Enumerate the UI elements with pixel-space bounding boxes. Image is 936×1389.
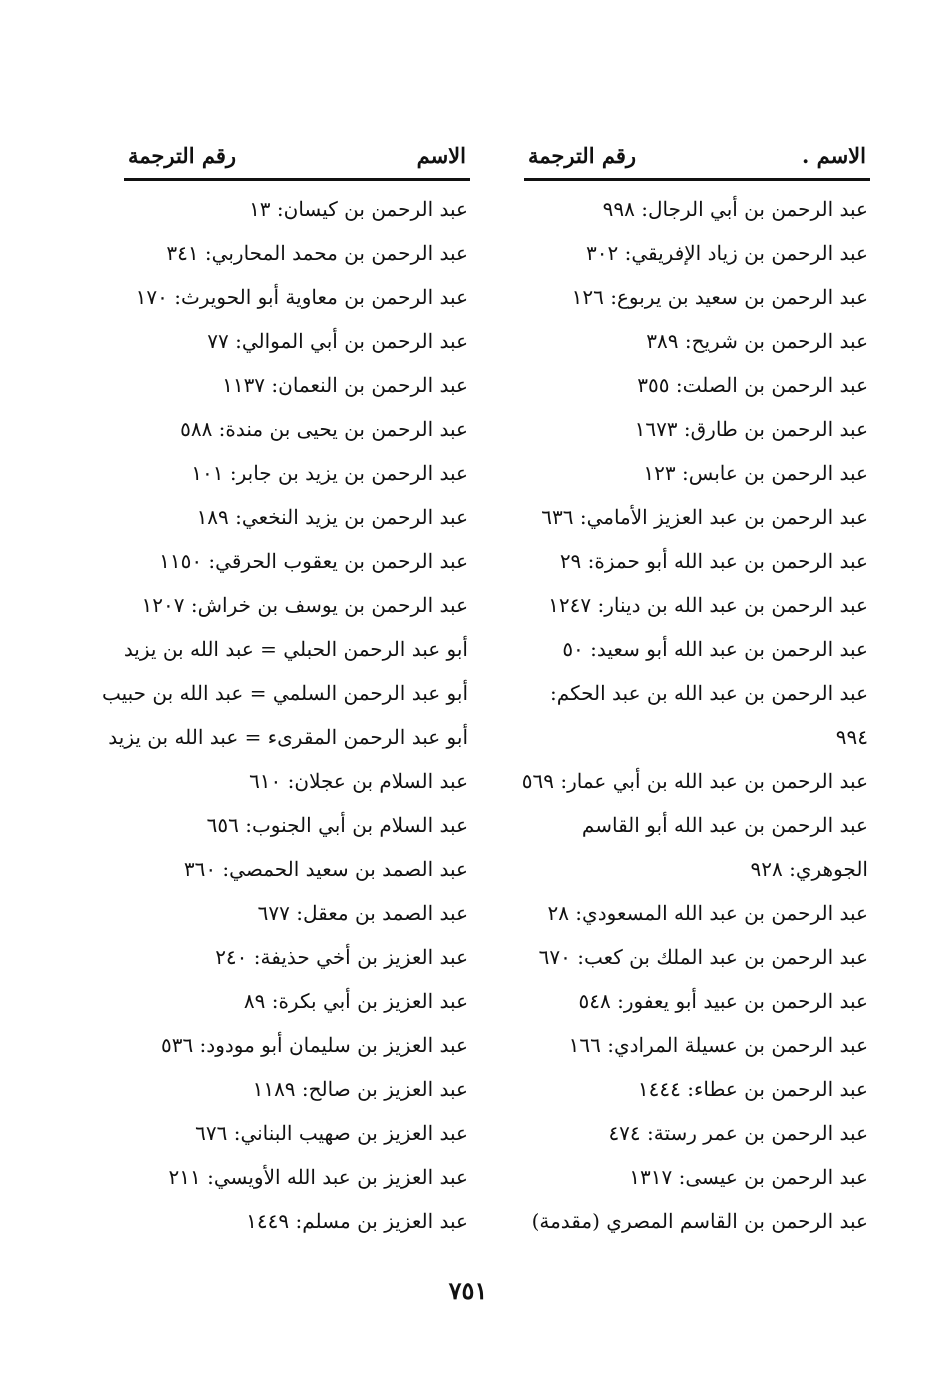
list-item: عبد الرحمن بن يزيد بن جابر: ١٠١ xyxy=(191,461,468,485)
header-rule xyxy=(124,178,470,181)
list-item: عبد العزيز بن صالح: ١١٨٩ xyxy=(252,1077,468,1101)
list-item: عبد الصمد بن سعيد الحمصي: ٣٦٠ xyxy=(183,857,468,881)
list-item: عبد الرحمن بن النعمان: ١١٣٧ xyxy=(222,373,468,397)
entry-list xyxy=(101,187,470,1243)
name-header-label: الاسم . xyxy=(801,143,866,168)
header-rule xyxy=(524,178,870,181)
list-item: عبد الرحمن بن يحيى بن مندة: ٥٨٨ xyxy=(180,417,468,441)
index-column-right xyxy=(521,132,870,1243)
list-item: عبد السلام بن عجلان: ٦١٠ xyxy=(249,769,468,793)
list-item: عبد الرحمن بن عبد الملك بن كعب: ٦٧٠ xyxy=(538,945,868,969)
list-item: عبد الرحمن بن عابس: ١٢٣ xyxy=(643,461,868,485)
list-item: عبد الرحمن بن شريح: ٣٨٩ xyxy=(646,329,868,353)
number-header-label: رقم الترجمة xyxy=(128,143,237,168)
list-item: عبد العزيز بن سليمان أبو مودود: ٥٣٦ xyxy=(160,1033,468,1057)
list-item: عبد الرحمن بن عبد الله أبو القاسم الجوهري: ٩٢٨ xyxy=(581,813,868,881)
page-number: ٧٥١ xyxy=(448,1276,488,1305)
list-item: عبد العزيز بن عبد الله الأويسي: ٢١١ xyxy=(168,1165,468,1189)
list-item: عبد الرحمن بن الصلت: ٣٥٥ xyxy=(637,373,868,397)
list-item: عبد الرحمن بن أبي الرجال: ٩٩٨ xyxy=(602,197,868,221)
list-item: عبد العزيز بن أبي بكرة: ٨٩ xyxy=(243,989,468,1013)
list-item: عبد الرحمن بن يزيد النخعي: ١٨٩ xyxy=(196,505,468,529)
list-item: عبد الرحمن بن عبد الله أبو حمزة: ٢٩ xyxy=(559,549,868,573)
list-item: عبد الصمد بن معقل: ٦٧٧ xyxy=(257,901,468,925)
list-item: عبد الرحمن بن أبي الموالي: ٧٧ xyxy=(207,329,468,353)
list-item: عبد الرحمن بن عبد الله بن أبي عمار: ٥٦٩ xyxy=(521,769,868,793)
list-item: عبد الرحمن بن عبد الله بن دينار: ١٢٤٧ xyxy=(548,593,868,617)
list-item: عبد الرحمن بن عبد الله أبو سعيد: ٥٠ xyxy=(562,637,868,661)
name-header-label: الاسم xyxy=(416,143,466,168)
list-item: عبد الرحمن بن محمد المحاربي: ٣٤١ xyxy=(166,241,468,265)
list-item: عبد الرحمن بن عبيد أبو يعفور: ٥٤٨ xyxy=(578,989,868,1013)
list-item: عبد العزيز بن أخي حذيفة: ٢٤٠ xyxy=(215,945,468,969)
list-item: عبد الرحمن بن عيسى: ١٣١٧ xyxy=(629,1165,868,1189)
column-header xyxy=(524,132,870,168)
list-item: عبد الرحمن بن القاسم المصري (مقدمة) xyxy=(531,1209,868,1233)
list-item: عبد الرحمن بن عبد العزيز الأمامي: ٦٣٦ xyxy=(541,505,868,529)
list-item: عبد العزيز بن مسلم: ١٤٤٩ xyxy=(246,1209,468,1233)
list-item: عبد الرحمن بن زياد الإفريقي: ٣٠٢ xyxy=(586,241,868,265)
list-item: عبد الرحمن بن كيسان: ١٣ xyxy=(249,197,468,221)
list-item: عبد العزيز بن صهيب البناني: ٦٧٦ xyxy=(195,1121,468,1145)
list-item: عبد الرحمن بن عبد الله بن عبد الحكم: ٩٩٤ xyxy=(550,681,868,749)
list-item: عبد الرحمن بن عبد الله المسعودي: ٢٨ xyxy=(547,901,868,925)
list-item: عبد السلام بن أبي الجنوب: ٦٥٦ xyxy=(206,813,468,837)
list-item: عبد الرحمن بن عطاء: ١٤٤٤ xyxy=(637,1077,868,1101)
list-item: عبد الرحمن بن يعقوب الحرقي: ١١٥٠ xyxy=(159,549,468,573)
number-header-label: رقم الترجمة xyxy=(528,143,637,168)
list-item: أبو عبد الرحمن الحبلي = عبد الله بن يزيد xyxy=(123,637,468,661)
column-header xyxy=(124,132,470,168)
entry-list xyxy=(521,187,870,1243)
list-item: أبو عبد الرحمن السلمي = عبد الله بن حبيب xyxy=(101,681,468,705)
list-item: عبد الرحمن بن عسيلة المرادي: ١٦٦ xyxy=(568,1033,868,1057)
list-item: عبد الرحمن بن يوسف بن خراش: ١٢٠٧ xyxy=(141,593,468,617)
index-column-left xyxy=(101,132,470,1243)
list-item: أبو عبد الرحمن المقرىء = عبد الله بن يزيد xyxy=(108,725,468,749)
list-item: عبد الرحمن بن طارق: ١٦٧٣ xyxy=(634,417,868,441)
list-item: عبد الرحمن بن سعيد بن يربوع: ١٢٦ xyxy=(571,285,868,309)
list-item: عبد الرحمن بن عمر رستة: ٤٧٤ xyxy=(608,1121,868,1145)
list-item: عبد الرحمن بن معاوية أبو الحويرث: ١٧٠ xyxy=(135,285,468,309)
